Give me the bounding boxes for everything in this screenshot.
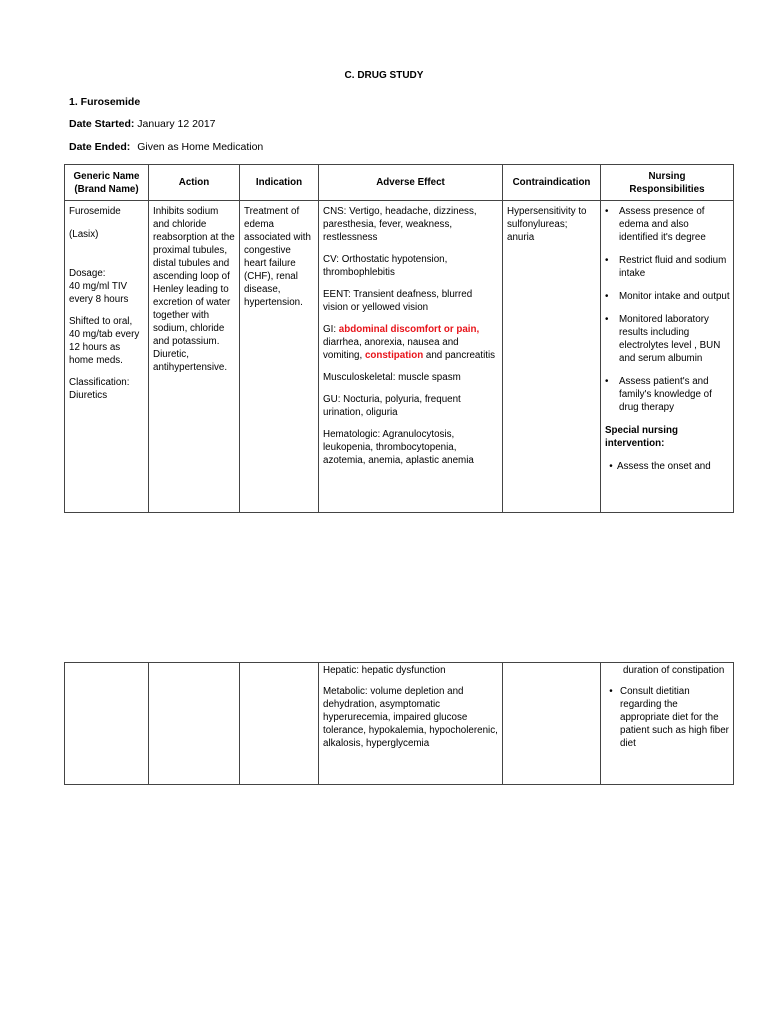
nursing-item [605,205,730,244]
special-item [605,685,730,750]
bullet-icon: • [605,314,609,325]
adverse-eent: EENT: Transient deafness, blurred vision or yellowed vision [323,289,473,313]
nursing-item [605,313,730,365]
bullet-icon: • [605,255,609,266]
cell-indication: Treatment of edema associated with congestive heart failure (CHF), renal disease, hypertension. [240,201,319,513]
drug-heading-text: 1. Furosemide [69,96,141,108]
bullet-icon: • [605,376,609,387]
cell-generic [65,201,149,513]
date-ended [69,141,263,153]
brand-name: (Lasix) [69,229,99,240]
adverse-gi-middle: diarrhea, anorexia, nausea and vomiting, [323,337,459,361]
header-nursing-line1: Nursing [648,170,686,182]
bullet-icon: • [605,291,609,302]
adverse-metabolic: Metabolic: volume depletion and dehydration, asymptomatic hyperurecemia, impaired glucose tolerance, hypokalemia, hypocholerenic, alkalosis, hyperglycemia [323,686,498,749]
classification-label: Classification: [69,377,130,388]
table-row [65,663,734,785]
nursing-item-text: Assess presence of edema and also identified it's degree [619,206,706,243]
bullet-icon: • [605,206,609,217]
header-brand-line: (Brand Name) [74,183,139,195]
cell-nursing [601,201,734,513]
nursing-item-text: Monitor intake and output [619,291,730,302]
date-ended-label: Date Ended: [69,141,131,153]
special-item-text: Assess the onset and [617,461,711,472]
nursing-item-text: Assess patient's and family's knowledge of drug therapy [619,376,712,413]
cell-adverse-continued [319,663,503,785]
header-indication: Indication [240,165,319,201]
special-item-text: Consult dietitian regarding the appropriate diet for the patient such as high fiber diet [620,686,729,749]
adverse-musculoskeletal: Musculoskeletal: muscle spasm [323,372,461,383]
date-started-value: January 12 2017 [137,118,216,130]
drug-study-table-continued [64,662,734,785]
nursing-item [605,375,730,414]
special-item-continued: duration of constipation [623,665,725,676]
drug-study-table [64,164,734,513]
header-adverse-effect: Adverse Effect [319,165,503,201]
special-intervention-heading: Special nursing intervention: [605,425,678,449]
cell-contra-continued [503,663,601,785]
adverse-hematologic: Hematologic: Agranulocytosis, leukopenia, thrombocytopenia, azotemia, anemia, aplastic anemia [323,429,474,466]
adverse-gi-suffix: and pancreatitis [423,350,496,361]
table-header-row [65,165,734,201]
header-generic-line: Generic Name [73,170,140,182]
cell-nursing-continued [601,663,734,785]
dosage-value: 40 mg/ml TIV every 8 hours [69,281,129,305]
nursing-item-text: Monitored laboratory results including electrolytes level , BUN and serum albumin [619,314,721,364]
cell-indication-continued [240,663,319,785]
adverse-gi [323,323,499,362]
header-contraindication: Contraindication [503,165,601,201]
table-row [65,201,734,513]
adverse-gi-highlight-1: abdominal discomfort or pain, [338,324,480,335]
cell-action: Inhibits sodium and chloride reabsorption at the proximal tubules, distal tubules and ascending loop of Henley leading to excretion of water together with sodium, chloride and potassium. Diuretic, antihypertensive. [149,201,240,513]
bullet-icon: • [609,686,613,697]
shifted-dosage: Shifted to oral, 40 mg/tab every 12 hours as home meds. [69,316,140,366]
cell-contraindication: Hypersensitivity to sulfonylureas; anuria [503,201,601,513]
header-action: Action [149,165,240,201]
drug-heading [69,96,140,108]
header-nursing-line2: Responsibilities [629,183,705,195]
adverse-hepatic: Hepatic: hepatic dysfunction [323,665,446,676]
adverse-gi-prefix: GI: [323,324,339,335]
nursing-item-text: Restrict fluid and sodium intake [619,255,727,279]
nursing-item [605,290,730,303]
adverse-cns: CNS: Vertigo, headache, dizziness, paresthesia, fever, weakness, restlessness [323,206,477,243]
cell-adverse-effect [319,201,503,513]
cell-action-continued [149,663,240,785]
adverse-gu: GU: Nocturia, polyuria, frequent urination, oliguria [323,394,461,418]
date-started [69,118,216,130]
special-item [605,460,730,473]
header-generic-name [65,165,149,201]
bullet-icon: • [609,461,613,472]
dosage-label: Dosage: [69,268,106,279]
nursing-item [605,254,730,280]
document-title: C. DRUG STUDY [344,70,424,81]
date-ended-value: Given as Home Medication [137,141,264,153]
adverse-gi-highlight-2: constipation [364,350,424,361]
classification-value: Diuretics [69,390,108,401]
generic-name: Furosemide [69,206,121,217]
cell-generic-continued [65,663,149,785]
adverse-cv: CV: Orthostatic hypotension, thrombophlebitis [323,254,448,278]
header-nursing [601,165,734,201]
date-started-label: Date Started: [69,118,135,130]
